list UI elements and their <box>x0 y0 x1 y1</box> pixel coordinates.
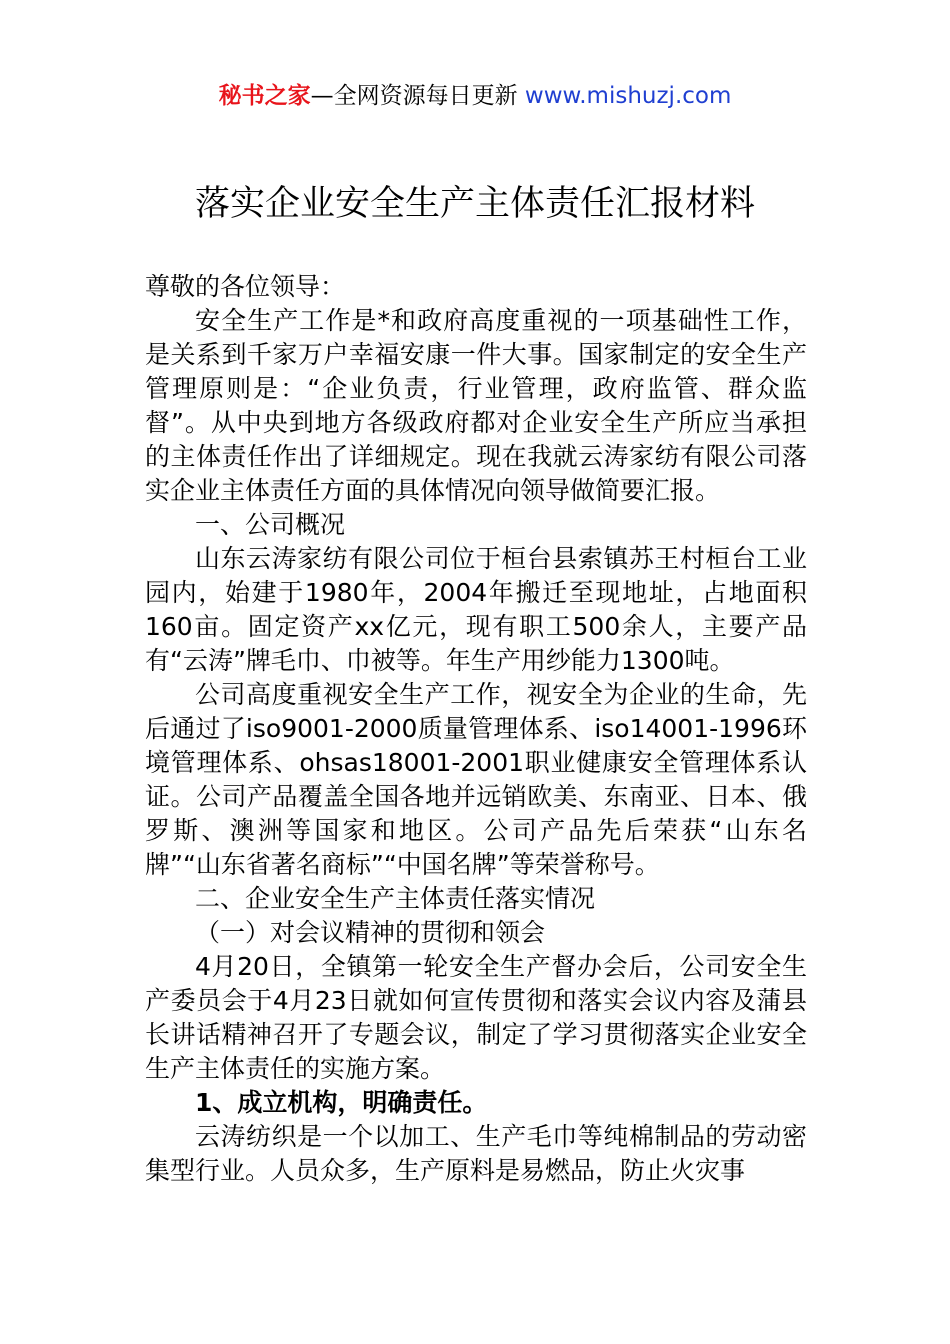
paragraph-meeting: 4月20日，全镇第一轮安全生产督办会后，公司安全生产委员会于4月23日就如何宣传贯彻和落实会议内容及蒲县长讲话精神召开了专题会议，制定了学习贯彻落实企业安全生产主体责任的实施方案。 <box>145 952 807 1083</box>
document-body <box>145 270 807 1188</box>
subsection-heading-meeting: （一）对会议精神的贯彻和领会 <box>195 918 546 947</box>
section-heading-overview: 一、公司概况 <box>195 510 346 539</box>
paragraph-company-location: 山东云涛家纺有限公司位于桓台县索镇苏王村桓台工业园内，始建于1980年，2004年搬迁至现地址，占地面积160亩。固定资产xx亿元，现有职工500余人，主要产品有“云涛”牌毛巾、巾被等。年生产用纱能力1300吨。 <box>145 544 807 675</box>
paragraph-intro: 安全生产工作是*和政府高度重视的一项基础性工作，是关系到千家万户幸福安康一件大事。国家制定的安全生产管理原则是：“企业负责，行业管理，政府监管、群众监督”。从中央到地方各级政府都对企业安全生产所应当承担的主体责任作出了详细规定。现在我就云涛家纺有限公司落实企业主体责任方面的具体情况向领导做简要汇报。 <box>145 306 807 505</box>
section-heading-responsibility: 二、企业安全生产主体责任落实情况 <box>195 884 596 913</box>
salutation: 尊敬的各位领导： <box>145 272 346 301</box>
document-title: 落实企业安全生产主体责任汇报材料 <box>194 184 755 224</box>
item-heading-organization: 1、成立机构，明确责任。 <box>195 1088 488 1117</box>
paragraph-company-certifications: 公司高度重视安全生产工作，视安全为企业的生命，先后通过了iso9001-2000质量管理体系、iso14001-1996环境管理体系、ohsas18001-2001职业健康安全管理体系认证。公司产品覆盖全国各地并远销欧美、东南亚、日本、俄罗斯、澳洲等国家和地区。公司产品先后荣获“山东名牌”“山东省著名商标”“中国名牌”等荣誉称号。 <box>145 680 807 879</box>
site-tagline: —全网资源每日更新 <box>310 83 518 109</box>
site-url: www.mishuzj.com <box>524 83 732 109</box>
paragraph-industry: 云涛纺织是一个以加工、生产毛巾等纯棉制品的劳动密集型行业。人员众多，生产原料是易燃品，防止火灾事 <box>145 1122 807 1185</box>
site-header <box>0 80 950 112</box>
site-name: 秘书之家 <box>218 83 311 109</box>
